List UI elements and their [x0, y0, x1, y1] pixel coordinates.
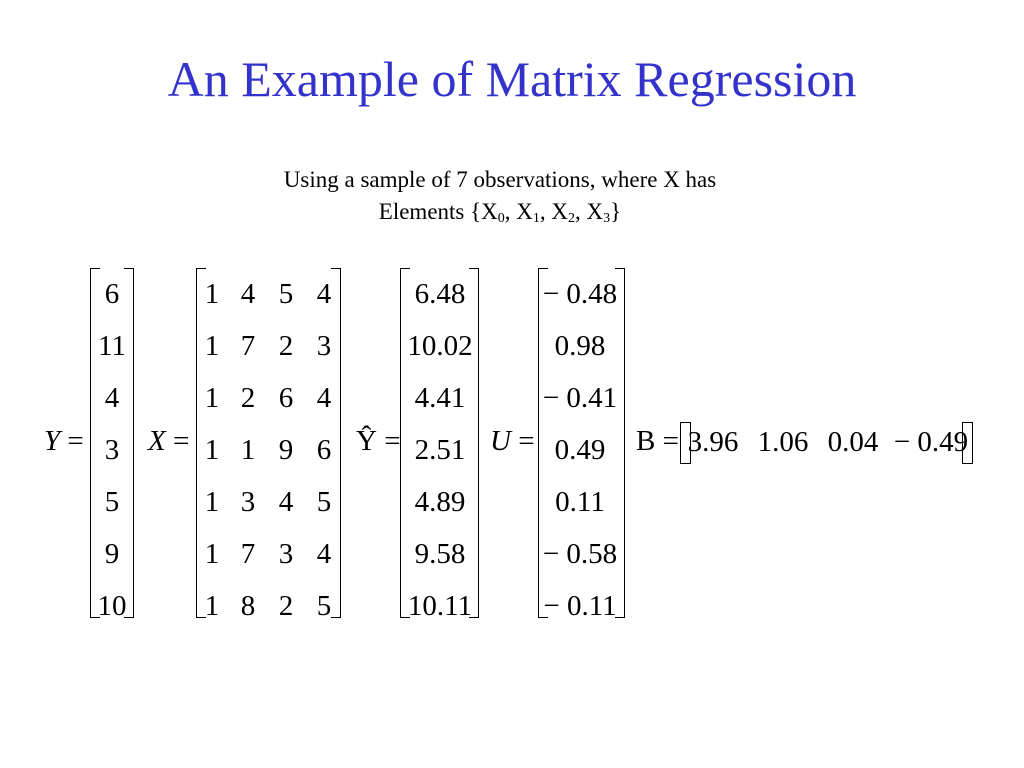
x-cell: 4 [278, 486, 294, 518]
x-cell: 7 [240, 538, 256, 570]
subtitle-elements-prefix: Elements {X [378, 199, 498, 224]
subtitle-sep-2: , X [539, 199, 569, 224]
x-cell: 3 [278, 538, 294, 570]
y-cell: 6 [104, 278, 120, 310]
yhat-cell: 10.02 [407, 330, 473, 362]
u-cell: − 0.48 [542, 278, 618, 310]
x-cell: 4 [316, 278, 332, 310]
u-cell: − 0.58 [542, 538, 618, 570]
u-cell: 0.11 [555, 486, 605, 518]
x-cell: 1 [204, 278, 220, 310]
x-cell: 3 [316, 330, 332, 362]
subscript-3: 3 [603, 211, 611, 226]
x-cell: 9 [278, 434, 294, 466]
subtitle-line-2 [0, 196, 1000, 228]
b-equals: = [662, 425, 679, 457]
x-cell: 6 [316, 434, 332, 466]
x-cell: 1 [204, 330, 220, 362]
x-cell: 4 [316, 538, 332, 570]
subscript-2: 2 [568, 211, 576, 226]
y-cell: 5 [104, 486, 120, 518]
x-cell: 5 [278, 278, 294, 310]
yhat-cell: 6.48 [414, 278, 466, 310]
b-symbol: B [636, 425, 656, 457]
y-label [44, 421, 84, 461]
b-label [636, 421, 679, 461]
yhat-cell: 9.58 [414, 538, 466, 570]
b-cell: − 0.49 [893, 426, 969, 458]
y-cell: 11 [98, 330, 126, 362]
slide-subtitle [0, 164, 1000, 228]
x-cell: 5 [316, 590, 332, 622]
subscript-0: 0 [497, 211, 505, 226]
x-cell: 7 [240, 330, 256, 362]
u-cell: 0.49 [554, 434, 606, 466]
u-label [490, 421, 535, 461]
x-equals: = [172, 425, 190, 457]
x-cell: 2 [278, 590, 294, 622]
y-cell: 4 [104, 382, 120, 414]
b-cell: 1.06 [757, 426, 809, 458]
x-cell: 3 [240, 486, 256, 518]
yhat-cell: 4.89 [414, 486, 466, 518]
x-cell: 1 [204, 382, 220, 414]
yhat-cell: 4.41 [414, 382, 466, 414]
x-label [148, 421, 189, 461]
yhat-cell: 2.51 [414, 434, 466, 466]
x-cell: 2 [240, 382, 256, 414]
u-cell: − 0.11 [543, 590, 617, 622]
y-cell: 9 [104, 538, 120, 570]
x-cell: 8 [240, 590, 256, 622]
y-cell: 3 [104, 434, 120, 466]
x-cell: 1 [204, 590, 220, 622]
x-cell: 5 [316, 486, 332, 518]
b-cell: 3.96 [687, 426, 739, 458]
x-cell: 2 [278, 330, 294, 362]
yhat-equals: = [384, 425, 401, 457]
y-symbol: Y [44, 425, 61, 457]
x-cell: 4 [240, 278, 256, 310]
x-cell: 1 [204, 538, 220, 570]
x-cell: 1 [204, 434, 220, 466]
subtitle-sep-3: , X [575, 199, 604, 224]
subtitle-sep-1: , X [504, 199, 533, 224]
x-cell: 1 [204, 486, 220, 518]
b-cell: 0.04 [827, 426, 879, 458]
x-cell: 1 [240, 434, 256, 466]
subscript-1: 1 [532, 211, 540, 226]
yhat-label [356, 421, 401, 461]
u-symbol: U [490, 425, 511, 457]
yhat-cell: 10.11 [407, 590, 473, 622]
y-equals: = [67, 425, 84, 457]
x-cell: 6 [278, 382, 294, 414]
subtitle-close-brace: } [610, 199, 622, 224]
x-cell: 4 [316, 382, 332, 414]
slide-title: An Example of Matrix Regression [167, 51, 857, 107]
y-cell: 10 [97, 590, 127, 622]
u-cell: 0.98 [554, 330, 606, 362]
u-cell: − 0.41 [542, 382, 618, 414]
x-symbol: X [148, 425, 166, 457]
subtitle-line-1: Using a sample of 7 observations, where X has [283, 167, 717, 192]
u-equals: = [518, 425, 535, 457]
yhat-symbol: Ŷ [356, 425, 377, 457]
